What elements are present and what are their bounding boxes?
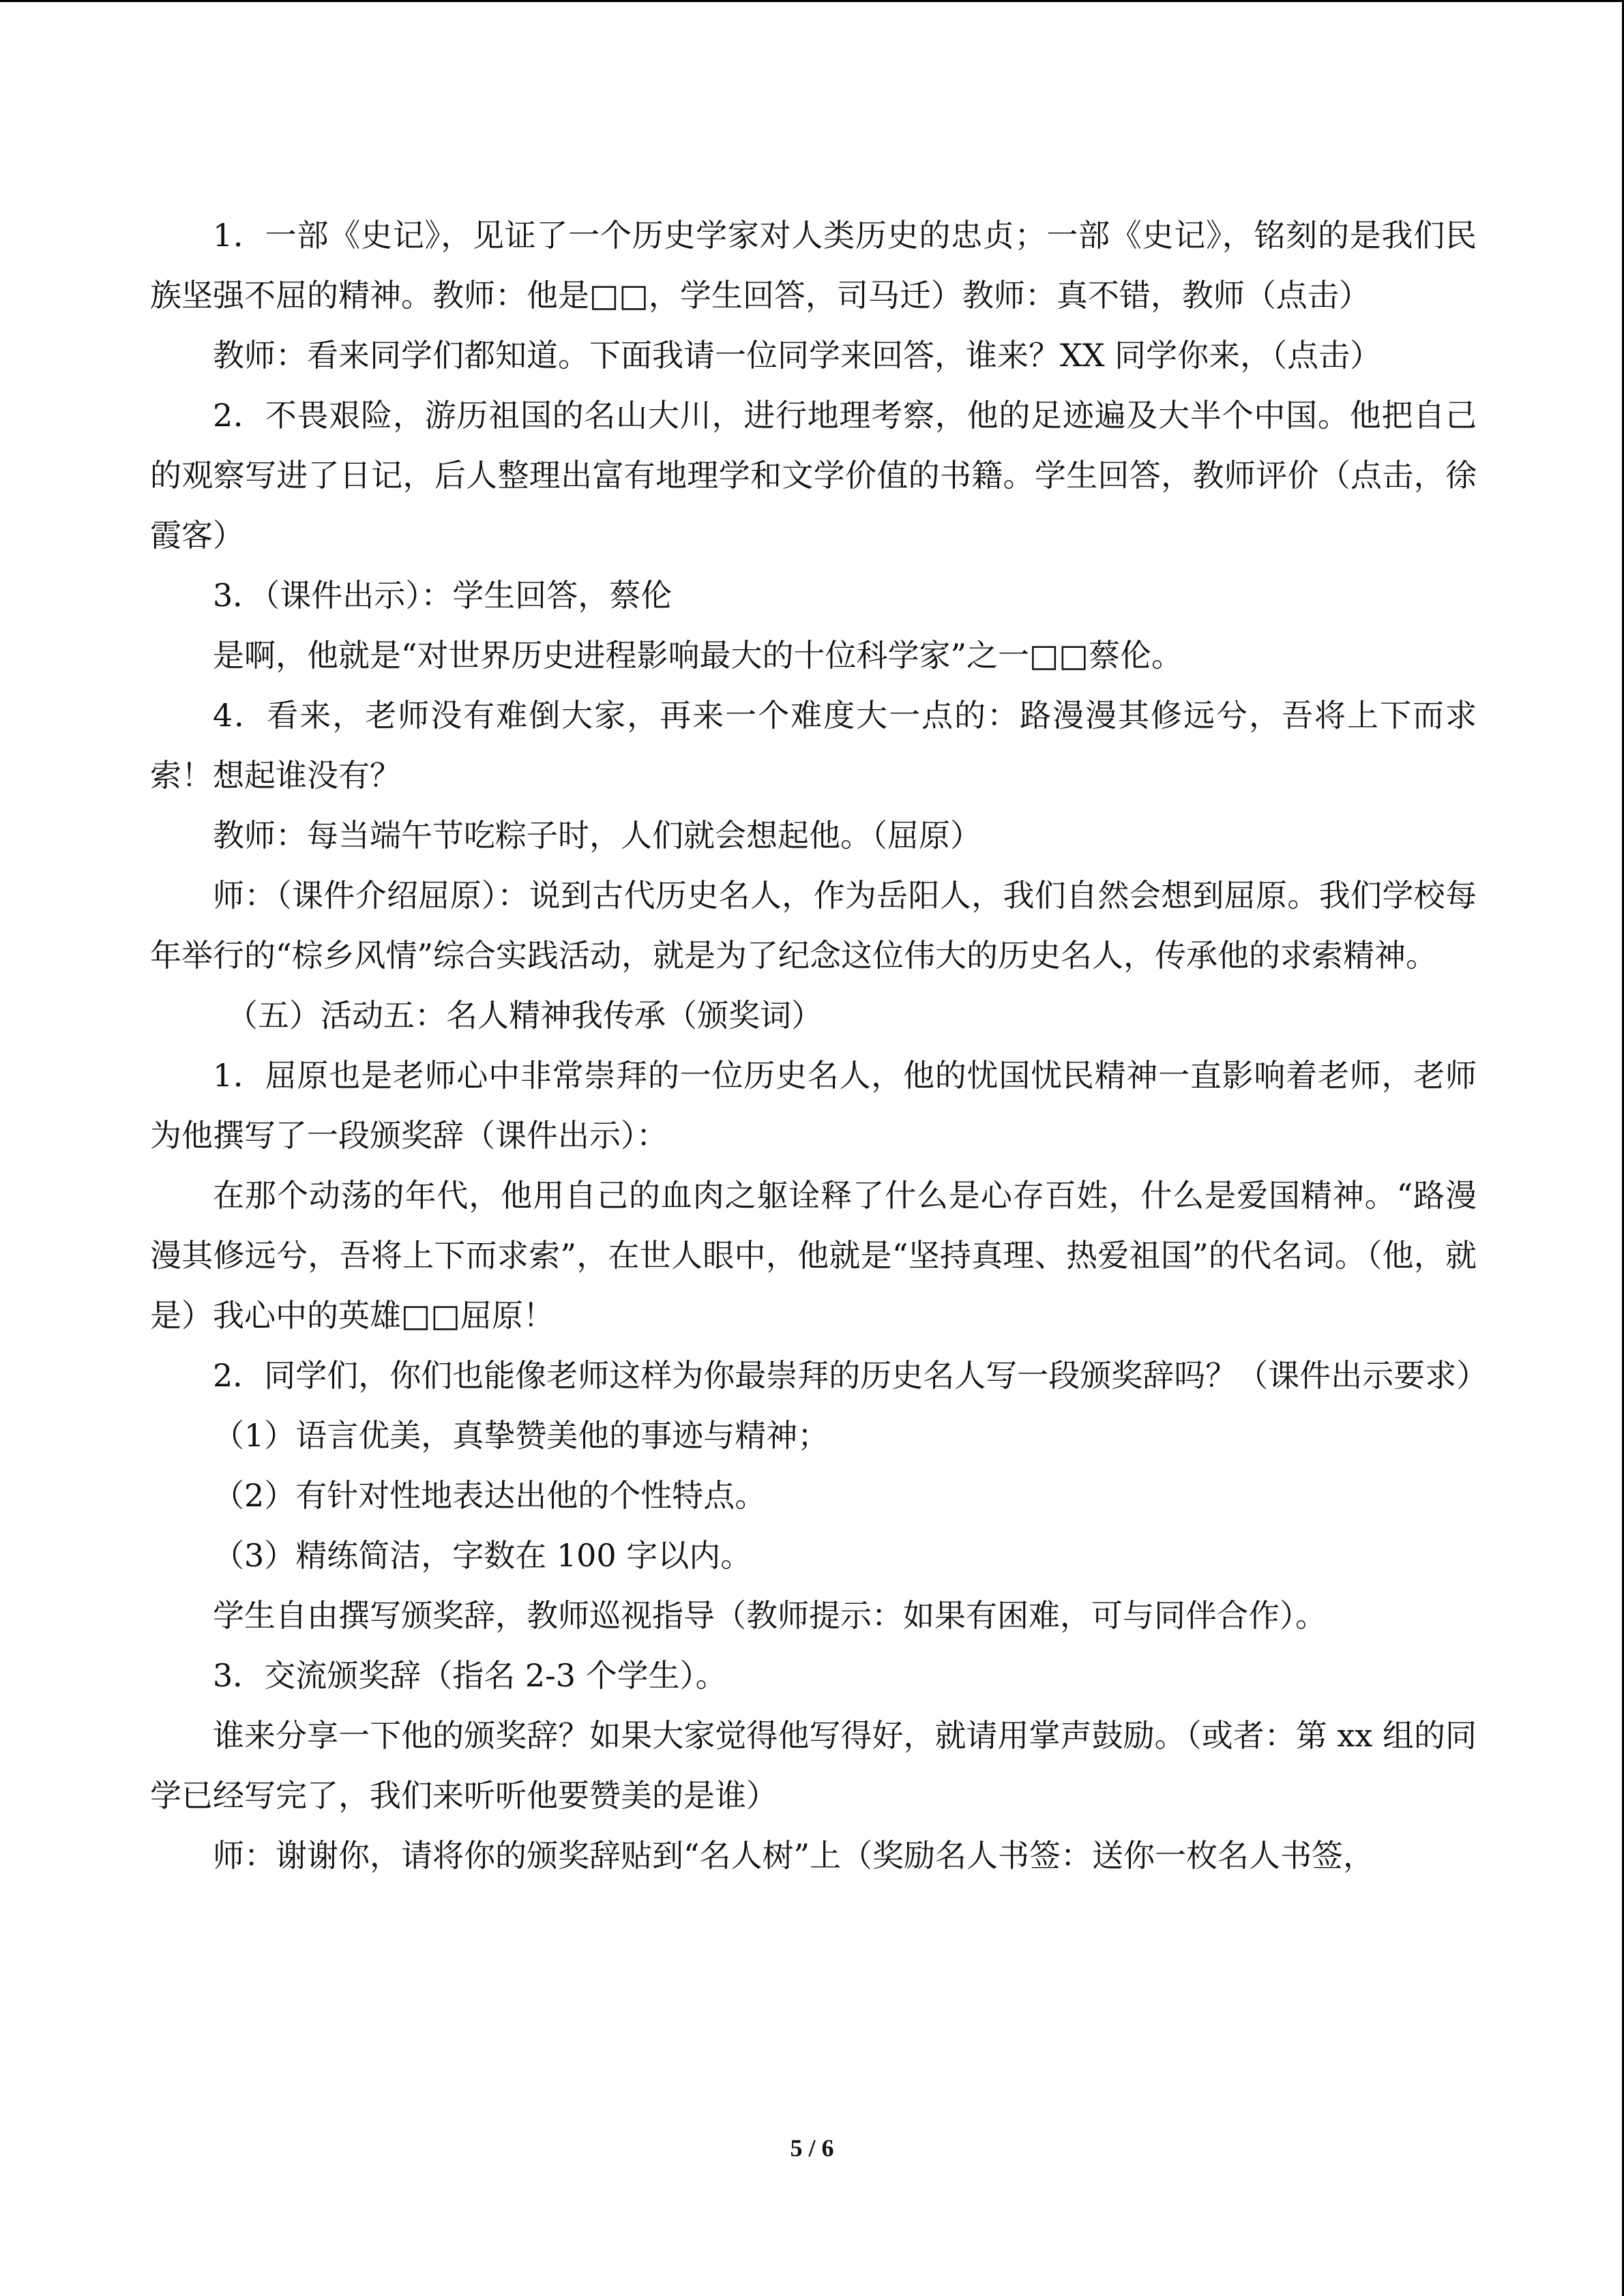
paragraph-share: 谁来分享一下他的颁奖辞？如果大家觉得他写得好，就请用掌声鼓励。（或者：第 xx 组的同学已经写完了，我们来听听他要赞美的是谁） — [150, 1717, 1477, 1814]
paragraph-cai-lun-question: 3．（课件出示）：学生回答，蔡伦 — [213, 577, 673, 614]
requirement-item-2: （2）有针对性地表达出他的个性特点。 — [213, 1477, 767, 1514]
paragraph-award-speech-text: 在那个动荡的年代，他用自己的血肉之躯诠释了什么是心存百姓，什么是爱国精神。“路漫漫其修远兮，吾将上下而求索”，在世人眼中，他就是“坚持真理、热爱祖国”的代名词。（他，就是）我心中的英雄□□屈原！ — [150, 1177, 1477, 1334]
paragraph-student-task: 2．同学们，你们也能像老师这样为你最崇拜的历史名人写一段颁奖辞吗？（课件出示要求） — [213, 1357, 1488, 1394]
paragraph-exchange: 3．交流颁奖辞（指名 2-3 个学生）。 — [213, 1657, 727, 1694]
paragraph-student-writing: 学生自由撰写颁奖辞，教师巡视指导（教师提示：如果有困难，可与同伴合作）。 — [213, 1597, 1327, 1634]
document-body — [150, 205, 1488, 1885]
paragraph-qu-yuan-intro: 师：（课件介绍屈原）：说到古代历史名人，作为岳阳人，我们自然会想到屈原。我们学校每年举行的“棕乡风情”综合实践活动，就是为了纪念这位伟大的历史名人，传承他的求索精神。 — [150, 877, 1477, 974]
requirement-item-1: （1）语言优美，真挚赞美他的事迹与精神； — [213, 1417, 829, 1454]
paragraph-cai-lun-answer: 是啊，他就是“对世界历史进程影响最大的十位科学家”之一□□蔡伦。 — [213, 637, 1183, 674]
paragraph-xu-xiake: 2．不畏艰险，游历祖国的名山大川，进行地理考察，他的足迹遍及大半个中国。他把自己的观察写进了日记，后人整理出富有地理学和文学价值的书籍。学生回答，教师评价（点击，徐霞客） — [150, 397, 1477, 554]
requirement-item-3: （3）精练简洁，字数在 100 字以内。 — [213, 1537, 752, 1574]
page-number: 5 / 6 — [790, 2134, 834, 2162]
paragraph-teacher-invite: 教师：看来同学们都知道。下面我请一位同学来回答，谁来？XX 同学你来，（点击） — [213, 337, 1382, 374]
section-heading-activity-five: （五）活动五：名人精神我传承（颁奖词） — [226, 997, 823, 1034]
paragraph-sima-qian: 1．一部《史记》，见证了一个历史学家对人类历史的忠贞；一部《史记》，铭刻的是我们民族坚强不屈的精神。教师：他是□□，学生回答，司马迁）教师：真不错，教师（点击） — [150, 217, 1477, 314]
paragraph-dragon-boat: 教师：每当端午节吃粽子时，人们就会想起他。（屈原） — [213, 817, 981, 854]
paragraph-thanks: 师：谢谢你，请将你的颁奖辞贴到“名人树”上（奖励名人书签：送你一枚名人书签， — [213, 1837, 1375, 1874]
paragraph-qu-yuan-question: 4．看来，老师没有难倒大家，再来一个难度大一点的：路漫漫其修远兮，吾将上下而求索！想起谁没有？ — [150, 697, 1477, 794]
paragraph-award-speech-intro: 1．屈原也是老师心中非常崇拜的一位历史名人，他的忧国忧民精神一直影响着老师，老师为他撰写了一段颁奖辞（课件出示）： — [150, 1057, 1477, 1154]
